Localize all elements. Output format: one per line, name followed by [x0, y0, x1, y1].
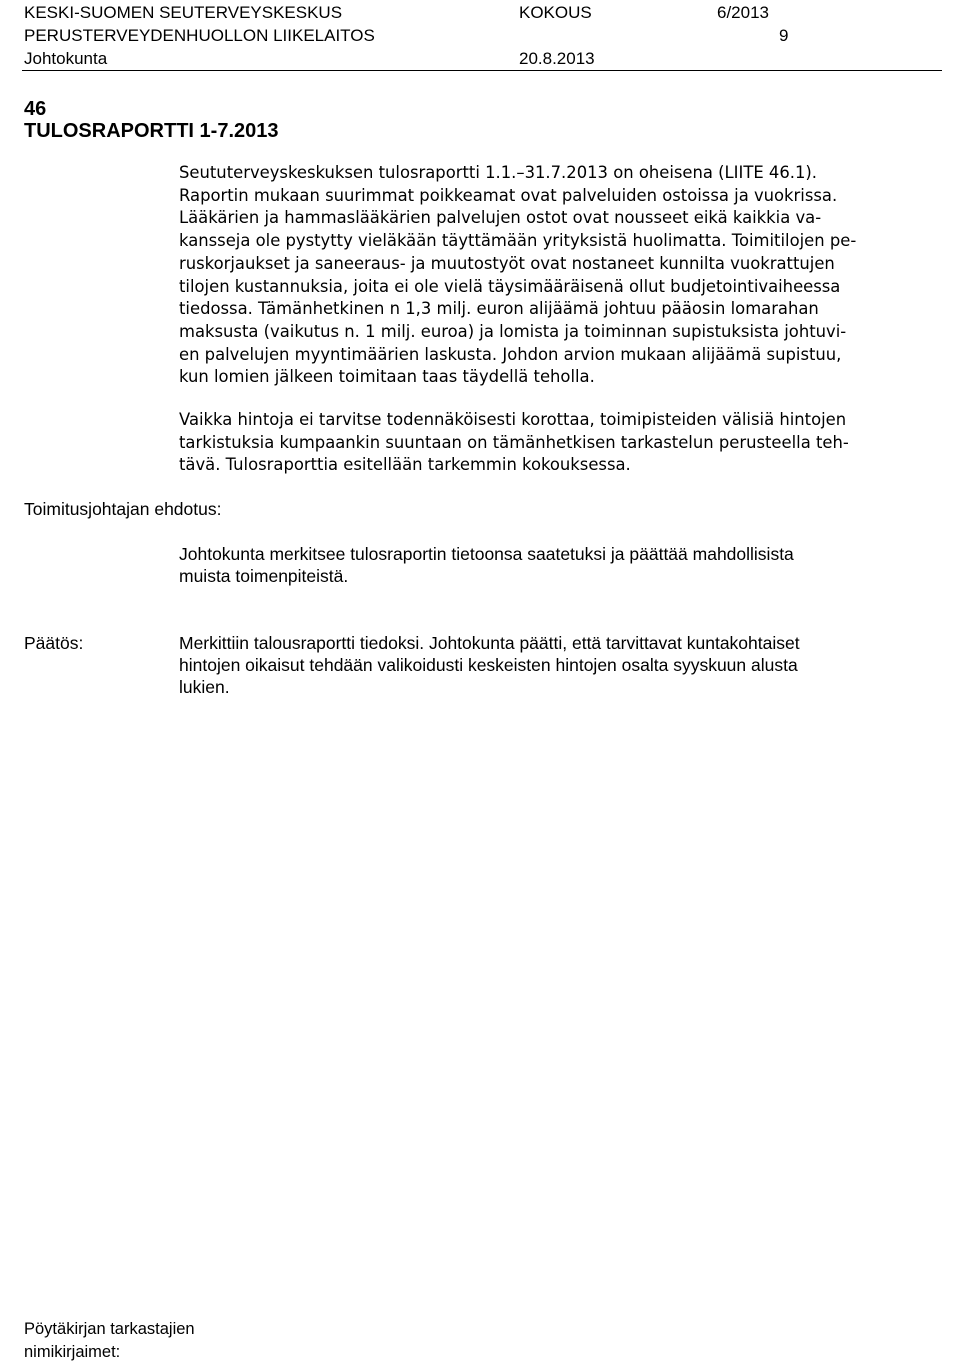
paragraph-line: ruskorjaukset ja saneeraus- ja muutostyöt ovat nostaneet kunnilta vuokrattujen — [179, 253, 835, 273]
header-meeting-date: 20.8.2013 — [519, 49, 595, 68]
proposal-line: Johtokunta merkitsee tulosraportin tietoonsa saatetuksi ja päättää mahdollisista — [179, 544, 794, 564]
header-divider — [22, 70, 942, 71]
proposal-line: muista toimenpiteistä. — [179, 566, 349, 586]
decision-line: hintojen oikaisut tehdään valikoidusti keskeisten hintojen osalta syyskuun alusta — [179, 655, 798, 675]
paragraph-line: Seututerveyskeskuksen tulosraportti 1.1.–31.7.2013 on oheisena (LIITE 46.1). — [179, 163, 818, 182]
paragraph-line: tiedossa. Tämänhetkinen n 1,3 milj. euron alijäämä johtuu pääosin lomarahan — [179, 299, 819, 319]
section-title: TULOSRAPORTTI 1-7.2013 — [24, 120, 279, 142]
paragraph-line: Vaikka hintoja ei tarvitse todennäköisesti korottaa, toimipisteiden välisiä hintojen — [179, 410, 847, 429]
paragraph-2 — [179, 409, 949, 477]
paragraph-line: Lääkärien ja hammaslääkärien palvelujen ostot ovat nousseet eikä kaikkia va- — [179, 208, 822, 228]
decision-line: lukien. — [179, 677, 230, 697]
proposal-label: Toimitusjohtajan ehdotus: — [24, 499, 222, 519]
paragraph-line: tarkistuksia kumpaankin suuntaan on tämänhetkisen tarkastelun perusteella teh- — [179, 432, 849, 452]
header-unit: PERUSTERVEYDENHUOLLON LIIKELAITOS — [24, 26, 375, 45]
decision-label: Päätös: — [24, 633, 84, 653]
section-number: 46 — [24, 98, 47, 120]
header-meeting-label: KOKOUS — [519, 3, 592, 22]
paragraph-line: kansseja ole pystytty vieläkään täyttämään yrityksistä huolimatta. Toimitilojen pe- — [179, 231, 857, 251]
decision-text — [179, 632, 949, 698]
header-org: KESKI-SUOMEN SEUTERVEYSKESKUS — [24, 3, 343, 22]
footer-initials-label: nimikirjaimet: — [24, 1343, 121, 1361]
paragraph-line: tävä. Tulosraporttia esitellään tarkemmin kokouksessa. — [179, 455, 631, 475]
paragraph-1 — [179, 162, 949, 389]
paragraph-line: tilojen kustannuksia, joita ei ole vielä täysimääräisenä ollut budjetointivaiheessa — [179, 276, 841, 296]
paragraph-line: kun lomien jälkeen toimitaan taas täydellä teholla. — [179, 367, 595, 387]
proposal-text — [179, 543, 949, 587]
paragraph-line: en palvelujen myyntimäärien laskusta. Johdon arvion mukaan alijäämä supistuu, — [179, 344, 842, 364]
header-page-number: 9 — [779, 26, 789, 45]
header-body: Johtokunta — [24, 49, 108, 68]
paragraph-line: maksusta (vaikutus n. 1 milj. euroa) ja lomista ja toiminnan supistuksista johtuvi- — [179, 321, 847, 341]
header-meeting-number: 6/2013 — [717, 3, 769, 22]
decision-line: Merkittiin talousraportti tiedoksi. Johtokunta päätti, että tarvittavat kuntakohtaiset — [179, 633, 800, 653]
footer-signature-label: Pöytäkirjan tarkastajien — [24, 1320, 195, 1338]
paragraph-line: Raportin mukaan suurimmat poikkeamat ovat palveluiden ostoissa ja vuokrissa. — [179, 185, 838, 205]
